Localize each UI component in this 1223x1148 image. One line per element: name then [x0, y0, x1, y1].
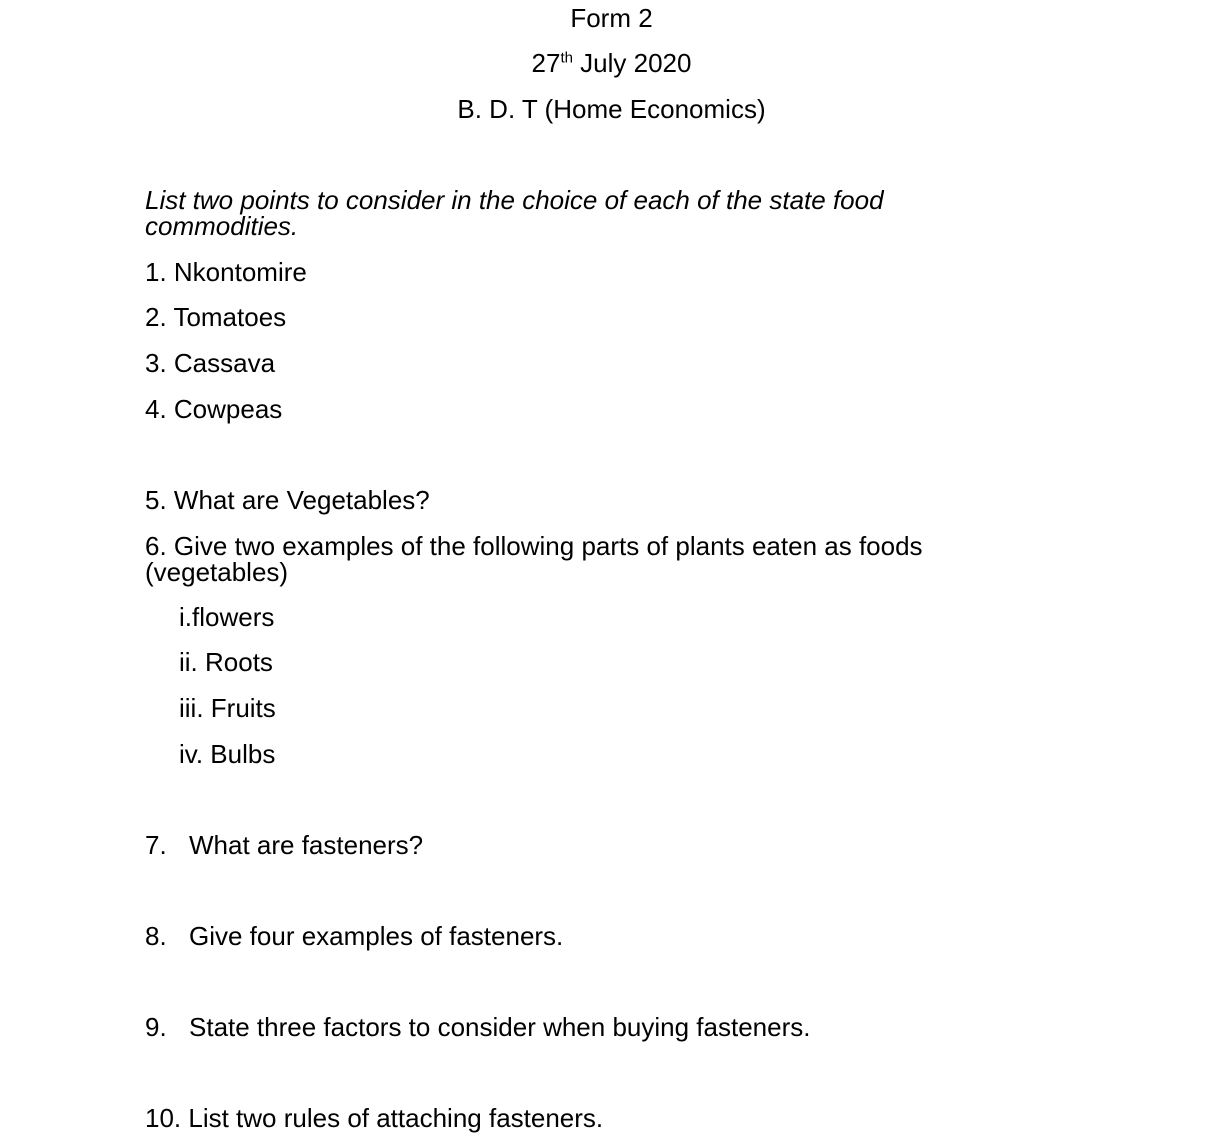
commodity-item: 2. Tomatoes: [145, 302, 287, 332]
commodity-item: 4. Cowpeas: [145, 394, 283, 424]
question-9: [145, 1012, 810, 1042]
question-number: 7.: [145, 830, 167, 860]
commodity-item: 3. Cassava: [145, 348, 276, 378]
commodity-item: 1. Nkontomire: [145, 257, 307, 287]
question-text: What are fasteners?: [189, 830, 424, 860]
question-number: 9.: [145, 1012, 167, 1042]
plant-part-item: i.flowers: [179, 602, 275, 632]
date-rest: July 2020: [572, 48, 692, 78]
question-8: [145, 921, 563, 951]
question-text: Give four examples of fasteners.: [189, 921, 564, 951]
instruction-text: List two points to consider in the choice of each of the state food commodities.: [145, 185, 884, 241]
question-5: 5. What are Vegetables?: [145, 485, 430, 515]
subject-title: B. D. T (Home Economics): [457, 94, 766, 124]
question-text: State three factors to consider when buying fasteners.: [189, 1012, 811, 1042]
date-suffix: th: [560, 49, 573, 67]
form-label: Form 2: [570, 3, 653, 33]
question-number: 8.: [145, 921, 167, 951]
date-day: 27: [531, 48, 561, 78]
plant-part-item: ii. Roots: [179, 647, 273, 677]
date-line: [0, 48, 1223, 78]
question-7: [145, 830, 423, 860]
question-10: 10. List two rules of attaching fasteners.: [145, 1103, 604, 1133]
question-6: 6. Give two examples of the following parts of plants eaten as foods (vegetables): [145, 531, 923, 587]
plant-part-item: iv. Bulbs: [179, 739, 276, 769]
plant-part-item: iii. Fruits: [179, 693, 276, 723]
